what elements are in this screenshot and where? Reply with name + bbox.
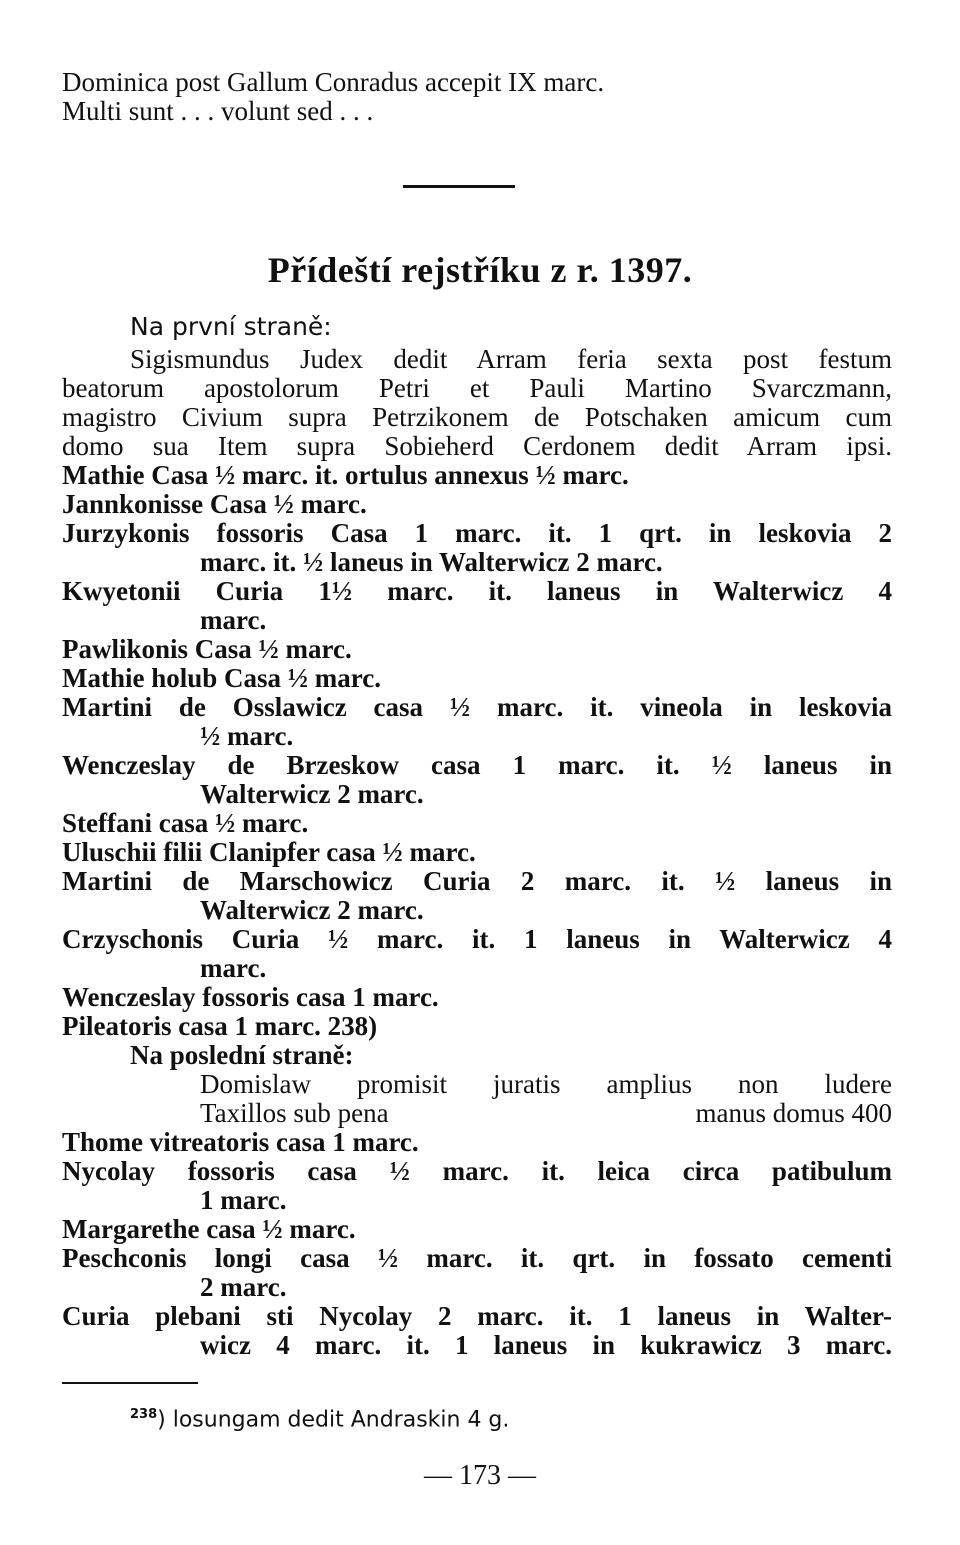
entry-line: wicz 4 marc. it. 1 laneus in kukrawicz 3 marc. <box>200 1330 892 1360</box>
intro-line-2: Multi sunt . . . volunt sed . . . <box>62 96 374 126</box>
entry-line: Kwyetonii Curia 1½ marc. it. laneus in Walterwicz 4 <box>62 576 892 606</box>
entry-line: Jurzykonis fossoris Casa 1 marc. it. 1 qrt. in leskovia 2 <box>62 518 892 548</box>
entry-line: Martini de Marschowicz Curia 2 marc. it. ½ laneus in <box>62 866 892 896</box>
entry-line: 1 marc. <box>200 1185 287 1215</box>
first-side-label: Na první straně: <box>130 312 332 341</box>
entry-line: Nycolay fossoris casa ½ marc. it. leica circa patibulum <box>62 1156 892 1186</box>
entry-line: Margarethe casa ½ marc. <box>62 1214 356 1244</box>
section-heading: Přídeští rejstříku z r. 1397. <box>267 250 693 290</box>
entry-line: Mathie Casa ½ marc. it. ortulus annexus ½ marc. <box>62 460 629 490</box>
section-divider <box>403 185 515 188</box>
entry-line: Uluschii filii Clanipfer casa ½ marc. <box>62 837 476 867</box>
entry-line: Pileatoris casa 1 marc. 238) <box>62 1011 378 1041</box>
entry-line: Martini de Osslawicz casa ½ marc. it. vineola in leskovia <box>62 692 892 722</box>
last-side-label: Na poslední straně: <box>130 1040 354 1070</box>
entry-line: marc. it. ½ laneus in Walterwicz 2 marc. <box>200 547 663 577</box>
entry-line: marc. <box>200 605 267 635</box>
sigismund-line-4: domo sua Item supra Sobieherd Cerdonem dedit Arram ipsi. <box>62 431 892 461</box>
entry-line: marc. <box>200 953 267 983</box>
page-number: — 173 — <box>424 1460 536 1491</box>
entry-line: Pawlikonis Casa ½ marc. <box>62 634 352 664</box>
entry-line: Jannkonisse Casa ½ marc. <box>62 489 367 519</box>
entry-line: Crzyschonis Curia ½ marc. it. 1 laneus in Walterwicz 4 <box>62 924 892 954</box>
entry-line: Walterwicz 2 marc. <box>200 779 424 809</box>
entry-line: Steffani casa ½ marc. <box>62 808 309 838</box>
entry-line: Wenczeslay fossoris casa 1 marc. <box>62 982 439 1012</box>
footnote <box>130 1402 509 1433</box>
footnote-divider <box>62 1382 198 1384</box>
sigismund-line-2: beatorum apostolorum Petri et Pauli Martino Svarczmann, <box>62 373 892 403</box>
entry-line: Wenczeslay de Brzeskow casa 1 marc. it. ½ laneus in <box>62 750 892 780</box>
entry-line: Curia plebani sti Nycolay 2 marc. it. 1 laneus in Walter- <box>62 1301 892 1331</box>
domislaw-line-2-right: manus domus 400 <box>695 1098 892 1128</box>
intro-line-1: Dominica post Gallum Conradus accepit IX marc. <box>62 67 605 97</box>
entry-line: Peschconis longi casa ½ marc. it. qrt. in fossato cementi <box>62 1243 892 1273</box>
entry-line: Walterwicz 2 marc. <box>200 895 424 925</box>
domislaw-line-2-left: Taxillos sub pena <box>200 1098 389 1128</box>
entry-line: 2 marc. <box>200 1272 287 1302</box>
entry-line: Thome vitreatoris casa 1 marc. <box>62 1127 419 1157</box>
sigismund-line-1: Sigismundus Judex dedit Arram feria sexta post festum <box>130 344 892 374</box>
sigismund-line-3: magistro Civium supra Petrzikonem de Potschaken amicum cum <box>62 402 892 432</box>
footnote-mark: 238 <box>130 1407 158 1422</box>
domislaw-line-1: Domislaw promisit juratis amplius non ludere <box>200 1069 892 1099</box>
entry-line: ½ marc. <box>200 721 294 751</box>
entry-line: Mathie holub Casa ½ marc. <box>62 663 382 693</box>
footnote-text: ) losungam dedit Andraskin 4 g. <box>157 1407 510 1433</box>
